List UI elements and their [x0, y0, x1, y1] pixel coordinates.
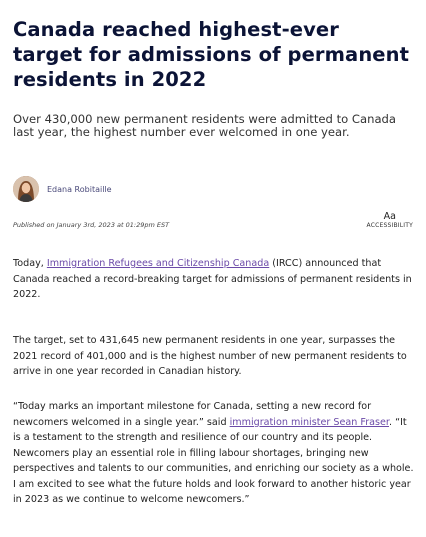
accessibility-button[interactable] — [367, 211, 413, 230]
author-byline — [13, 175, 112, 203]
author-avatar[interactable] — [13, 176, 39, 202]
paragraph-text: Today, — [13, 258, 47, 269]
author-name[interactable]: Edana Robitaille — [47, 184, 112, 194]
minister-link[interactable]: immigration minister Sean Fraser — [229, 416, 389, 428]
article-headline: Canada reached highest-ever target for admissions of permanent residents in 2022 — [13, 18, 410, 91]
paragraph-text: . “It is a testament to the strength and resilience of our country and its people. Newcomers play an essential role in filling labour shortages, bringing new perspectives and talents to our communities, and enriching our society as a whole. I am excited to see what the future holds and look forward to another historic year in 2023 as we continue to welcome newcomers.” — [13, 416, 414, 505]
article-paragraph-3 — [13, 399, 415, 508]
avatar-portrait-icon — [13, 176, 39, 202]
publish-date: Published on January 3rd, 2023 at 01:29pm EST — [13, 221, 170, 229]
accessibility-label: ACCESSIBILITY — [366, 222, 413, 229]
text-size-icon: Aa — [383, 211, 396, 222]
article-paragraph-2: The target, set to 431,645 new permanent residents in one year, surpasses the 2021 record of 401,000 and is the highest number of new permanent residents to arrive in one year recorded in Canadian history. — [13, 335, 407, 377]
article-paragraph-1 — [13, 256, 415, 303]
paragraph-text: “Today marks an important milestone for Canada, setting a new record for newcomers welcomed in a single year.” said — [13, 401, 372, 428]
article-subheadline: Over 430,000 new permanent residents were admitted to Canada last year, the highest number ever welcomed in one year. — [13, 112, 397, 139]
paragraph-text: (IRCC) announced that Canada reached a record-breaking target for admissions of permanent residents in 2022. — [13, 258, 412, 300]
ircc-link[interactable]: Immigration Refugees and Citizenship Canada — [46, 258, 270, 269]
